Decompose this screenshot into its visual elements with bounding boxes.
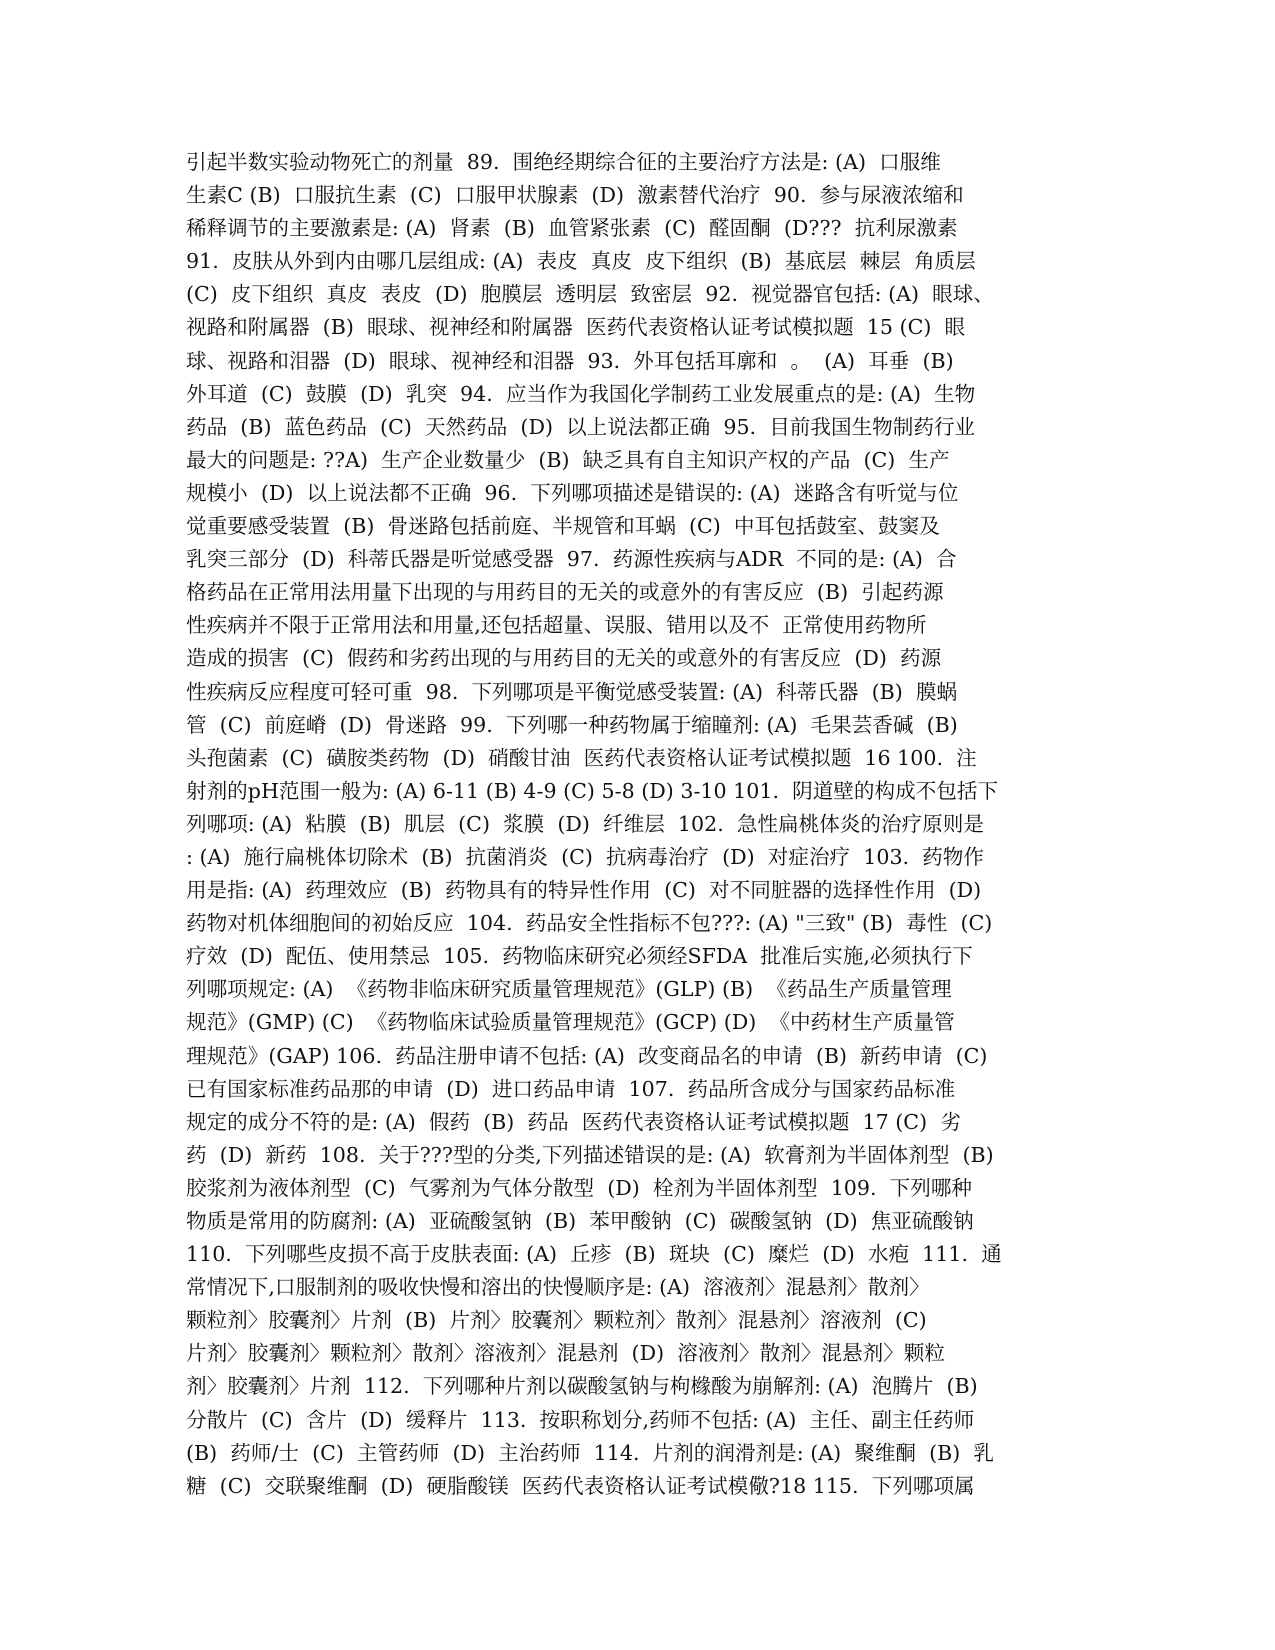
text-line: 视路和附属器 (B) 眼球、视神经和附属器 医药代表资格认证考试模拟题 15 (C) 眼 [186, 315, 966, 340]
text-line: 分散片 (C) 含片 (D) 缓释片 113. 按职称划分,药师不包括: (A) 主任、副主任药师 [186, 1407, 975, 1432]
text-line: 性疾病反应程度可轻可重 98. 下列哪项是平衡觉感受装置: (A) 科蒂氏器 (B) 膜蜗 [186, 679, 958, 704]
text-line: 乳突三部分 (D) 科蒂氏器是听觉感受器 97. 药源性疾病与ADR 不同的是: (A) 合 [186, 547, 957, 572]
text-line: 头孢菌素 (C) 磺胺类药物 (D) 硝酸甘油 医药代表资格认证考试模拟题 16 100. 注 [186, 745, 977, 770]
text-line: 生素C (B) 口服抗生素 (C) 口服甲状腺素 (D) 激素替代治疗 90. 参与尿液浓缩和 [186, 183, 964, 208]
document-body [186, 146, 1086, 1503]
text-line: 已有国家标准药品那的申请 (D) 进口药品申请 107. 药品所含成分与国家药品标准 [186, 1076, 956, 1101]
text-line: 糖 (C) 交联聚维酮 (D) 硬脂酸镁 医药代表资格认证考试模儆?18 115. 下列哪项属 [186, 1473, 975, 1498]
text-line: 110. 下列哪些皮损不高于皮肤表面: (A) 丘疹 (B) 斑块 (C) 糜烂 (D) 水疱 111. 通 [186, 1242, 1002, 1267]
text-line: 药 (D) 新药 108. 关于???型的分类,下列描述错误的是: (A) 软膏剂为半固体剂型 (B) [186, 1142, 994, 1167]
text-line: 规模小 (D) 以上说法都不正确 96. 下列哪项描述是错误的: (A) 迷路含有听觉与位 [186, 480, 959, 505]
text-line: 常情况下,口服制剂的吸收快慢和溶出的快慢顺序是: (A) 溶液剂〉混悬剂〉散剂〉 [186, 1275, 930, 1300]
text-line: 理规范》(GAP) 106. 药品注册申请不包括: (A) 改变商品名的申请 (B) 新药申请 (C) [186, 1043, 988, 1068]
text-line: 规定的成分不符的是: (A) 假药 (B) 药品 医药代表资格认证考试模拟题 17 (C) 劣 [186, 1109, 961, 1134]
text-line: 稀释调节的主要激素是: (A) 肾素 (B) 血管紧张素 (C) 醛固酮 (D??? 抗利尿激素 [186, 216, 958, 241]
text-line: 外耳道 (C) 鼓膜 (D) 乳突 94. 应当作为我国化学制药工业发展重点的是: (A) 生物 [186, 381, 976, 406]
text-line: 觉重要感受装置 (B) 骨迷路包括前庭、半规管和耳蜗 (C) 中耳包括鼓室、鼓窦及 [186, 514, 940, 539]
text-line: 片剂〉胶囊剂〉颗粒剂〉散剂〉溶液剂〉混悬剂 (D) 溶液剂〉散剂〉混悬剂〉颗粒 [186, 1341, 945, 1366]
text-line: 用是指: (A) 药理效应 (B) 药物具有的特异性作用 (C) 对不同脏器的选择性作用 (D) [186, 878, 982, 903]
text-line: 药物对机体细胞间的初始反应 104. 药品安全性指标不包???: (A) "三致" (B) 毒性 (C) [186, 911, 993, 936]
text-line: 格药品在正常用法用量下出现的与用药目的无关的或意外的有害反应 (B) 引起药源 [186, 580, 944, 605]
text-line: 剂〉胶囊剂〉片剂 112. 下列哪种片剂以碳酸氢钠与枸橼酸为崩解剂: (A) 泡腾片 (B) [186, 1374, 978, 1399]
text-line: 物质是常用的防腐剂: (A) 亚硫酸氢钠 (B) 苯甲酸钠 (C) 碳酸氢钠 (D) 焦亚硫酸钠 [186, 1209, 974, 1233]
text-line: (C) 皮下组织 真皮 表皮 (D) 胞膜层 透明层 致密层 92. 视觉器官包括: (A) 眼球、 [186, 282, 994, 307]
text-line: 胶浆剂为液体剂型 (C) 气雾剂为气体分散型 (D) 栓剂为半固体剂型 109. 下列哪种 [186, 1175, 973, 1200]
text-line: 造成的损害 (C) 假药和劣药出现的与用药目的无关的或意外的有害反应 (D) 药源 [186, 646, 942, 671]
text-line: 球、视路和泪器 (D) 眼球、视神经和泪器 93. 外耳包括耳廓和 。 (A) 耳垂 (B) [186, 348, 954, 373]
text-line: 引起半数实验动物死亡的剂量 89. 围绝经期综合征的主要治疗方法是: (A) 口服维 [186, 150, 941, 174]
text-line: 药品 (B) 蓝色药品 (C) 天然药品 (D) 以上说法都正确 95. 目前我国生物制药行业 [186, 414, 976, 439]
text-line: 射剂的pH范围一般为: (A) 6-11 (B) 4-9 (C) 5-8 (D) 3-10 101. 阴道壁的构成不包括下 [186, 778, 999, 803]
text-line: 性疾病并不限于正常用法和用量,还包括超量、误服、错用以及不 正常使用药物所 [186, 613, 927, 638]
text-line: : (A) 施行扁桃体切除术 (B) 抗菌消炎 (C) 抗病毒治疗 (D) 对症治疗 103. 药物作 [186, 844, 984, 869]
text-line: 列哪项规定: (A) 《药物非临床研究质量管理规范》(GLP) (B) 《药品生产质量管理 [186, 977, 952, 1002]
text-line: 规范》(GMP) (C) 《药物临床试验质量管理规范》(GCP) (D) 《中药材生产质量管 [186, 1010, 955, 1035]
text-line: 列哪项: (A) 粘膜 (B) 肌层 (C) 浆膜 (D) 纤维层 102. 急性扁桃体炎的治疗原则是 [186, 811, 984, 836]
text-line: (B) 药师/士 (C) 主管药师 (D) 主治药师 114. 片剂的润滑剂是: (A) 聚维酮 (B) 乳 [186, 1440, 995, 1465]
text-line: 颗粒剂〉胶囊剂〉片剂 (B) 片剂〉胶囊剂〉颗粒剂〉散剂〉混悬剂〉溶液剂 (C) [186, 1308, 927, 1333]
text-line: 最大的问题是: ??A) 生产企业数量少 (B) 缺乏具有自主知识产权的产品 (C) 生产 [186, 447, 950, 472]
text-line: 疗效 (D) 配伍、使用禁忌 105. 药物临床研究必须经SFDA 批准后实施,必须执行下 [186, 944, 973, 969]
text-line: 91. 皮肤从外到内由哪几层组成: (A) 表皮 真皮 皮下组织 (B) 基底层 棘层 角质层 [186, 249, 976, 274]
text-line: 管 (C) 前庭嵴 (D) 骨迷路 99. 下列哪一种药物属于缩瞳剂: (A) 毛果芸香碱 (B) [186, 712, 958, 737]
